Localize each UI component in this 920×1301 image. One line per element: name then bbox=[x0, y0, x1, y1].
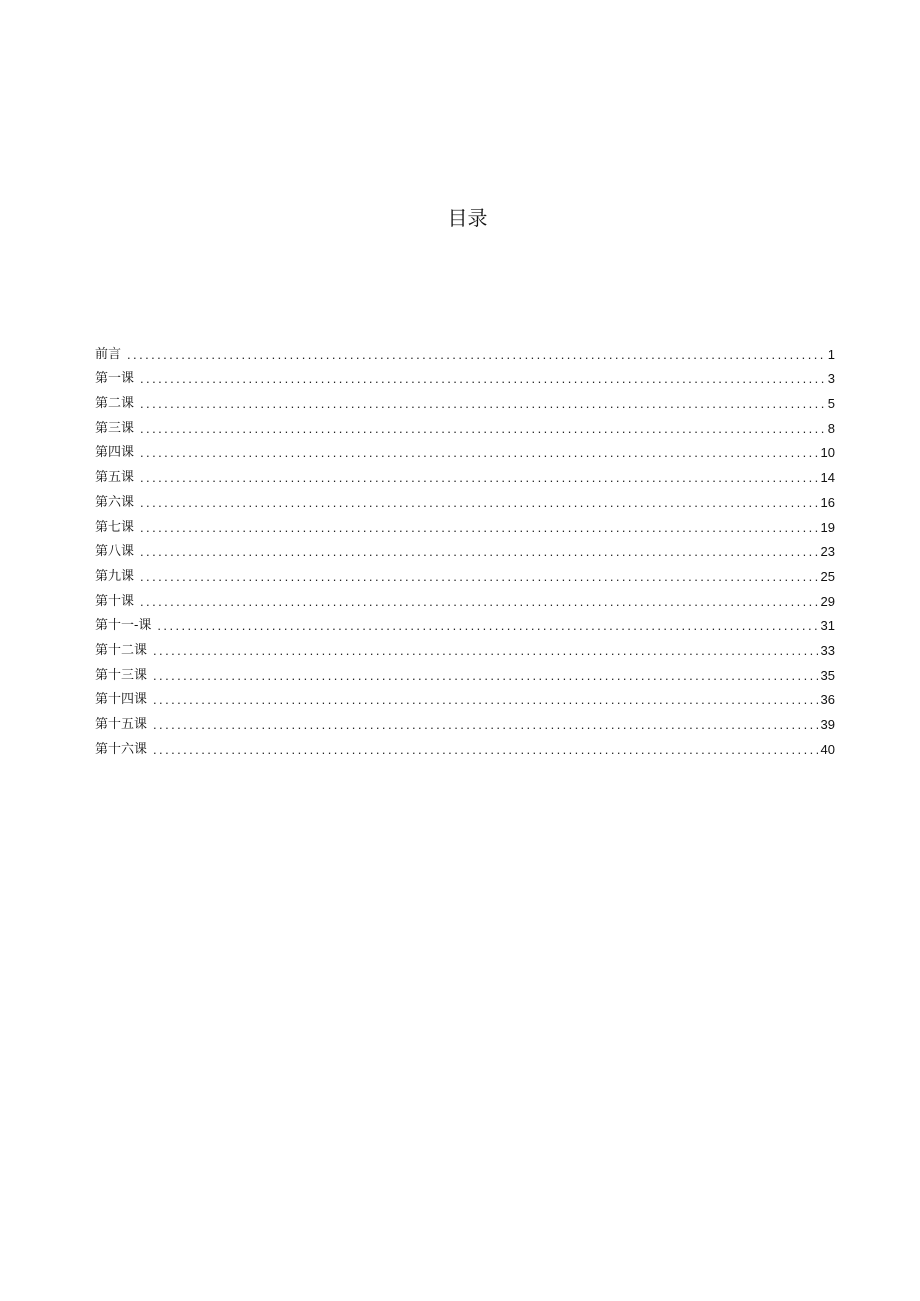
toc-entry[interactable] bbox=[95, 539, 835, 564]
toc-dot-leader bbox=[140, 442, 818, 464]
toc-entry-label: 第十课 bbox=[95, 593, 135, 609]
toc-entry-page-number: 35 bbox=[820, 667, 835, 683]
toc-entry[interactable] bbox=[95, 711, 835, 736]
toc-entry-label: 第二课 bbox=[95, 396, 135, 412]
toc-entry[interactable] bbox=[95, 341, 835, 366]
toc-entry[interactable] bbox=[95, 514, 835, 539]
toc-entry-label: 第七课 bbox=[95, 519, 135, 535]
toc-dot-leader bbox=[140, 393, 825, 415]
toc-entry[interactable] bbox=[95, 662, 835, 687]
toc-entry-page-number: 1 bbox=[827, 346, 835, 362]
toc-entry-label: 第十二课 bbox=[95, 642, 148, 658]
toc-entry-page-number: 19 bbox=[820, 519, 835, 535]
toc-entry-page-number: 39 bbox=[820, 717, 835, 732]
toc-entry-label: 第三课 bbox=[95, 420, 135, 436]
toc-entry-page-number: 40 bbox=[820, 741, 835, 757]
toc-entry[interactable] bbox=[95, 563, 835, 588]
toc-entry-page-number: 31 bbox=[820, 618, 835, 634]
toc-dot-leader bbox=[153, 665, 818, 687]
toc-entry[interactable] bbox=[95, 415, 835, 440]
toc-title: 目录 bbox=[447, 206, 488, 230]
toc-entry-label: 第九课 bbox=[95, 568, 135, 584]
toc-entry-label: 第六课 bbox=[95, 494, 135, 510]
toc-entry[interactable] bbox=[95, 736, 835, 761]
toc-dot-leader bbox=[157, 615, 817, 637]
toc-entry-label: 第一课 bbox=[95, 371, 135, 387]
toc-entry[interactable] bbox=[95, 366, 835, 391]
toc-entry-label: 第四课 bbox=[95, 445, 135, 461]
toc-dot-leader bbox=[153, 640, 818, 662]
toc-entry-page-number: 25 bbox=[820, 568, 835, 584]
toc-entry[interactable] bbox=[95, 464, 835, 489]
toc-list bbox=[95, 341, 835, 761]
toc-entry-page-number: 5 bbox=[827, 396, 835, 412]
toc-dot-leader bbox=[140, 541, 818, 563]
toc-dot-leader bbox=[140, 566, 818, 588]
toc-entry[interactable] bbox=[95, 489, 835, 514]
toc-dot-leader bbox=[140, 368, 825, 390]
toc-entry[interactable] bbox=[95, 390, 835, 415]
toc-dot-leader bbox=[140, 517, 818, 539]
toc-entry[interactable] bbox=[95, 687, 835, 712]
toc-entry[interactable] bbox=[95, 440, 835, 465]
toc-entry-label: 第十四课 bbox=[95, 692, 148, 708]
toc-entry-page-number: 8 bbox=[827, 420, 835, 436]
toc-entry-page-number: 3 bbox=[827, 371, 835, 387]
toc-entry-label: 第五课 bbox=[95, 470, 135, 486]
toc-entry-page-number: 36 bbox=[820, 692, 835, 708]
toc-entry-label: 第十三课 bbox=[95, 667, 148, 683]
toc-dot-leader bbox=[140, 418, 825, 440]
toc-entry[interactable] bbox=[95, 613, 835, 638]
toc-dot-leader bbox=[153, 689, 818, 711]
toc-dot-leader bbox=[153, 739, 818, 761]
toc-entry-label: 第八课 bbox=[95, 544, 135, 560]
toc-dot-leader bbox=[140, 591, 818, 613]
toc-dot-leader bbox=[140, 467, 818, 489]
toc-entry-page-number: 14 bbox=[820, 470, 835, 486]
toc-entry-page-number: 33 bbox=[820, 642, 835, 658]
toc-entry-page-number: 23 bbox=[820, 544, 835, 560]
toc-dot-leader bbox=[127, 344, 825, 366]
toc-entry[interactable] bbox=[95, 637, 835, 662]
toc-entry-label: 第十五课 bbox=[95, 717, 148, 732]
toc-entry[interactable] bbox=[95, 588, 835, 613]
toc-entry-page-number: 29 bbox=[820, 593, 835, 609]
toc-entry-page-number: 10 bbox=[820, 445, 835, 461]
toc-entry-label: 第十六课 bbox=[95, 741, 148, 757]
toc-dot-leader bbox=[153, 714, 818, 736]
toc-entry-label: 前言 bbox=[95, 346, 122, 362]
toc-dot-leader bbox=[140, 492, 818, 514]
toc-entry-label: 第十一-课 bbox=[95, 618, 152, 634]
toc-entry-page-number: 16 bbox=[820, 494, 835, 510]
